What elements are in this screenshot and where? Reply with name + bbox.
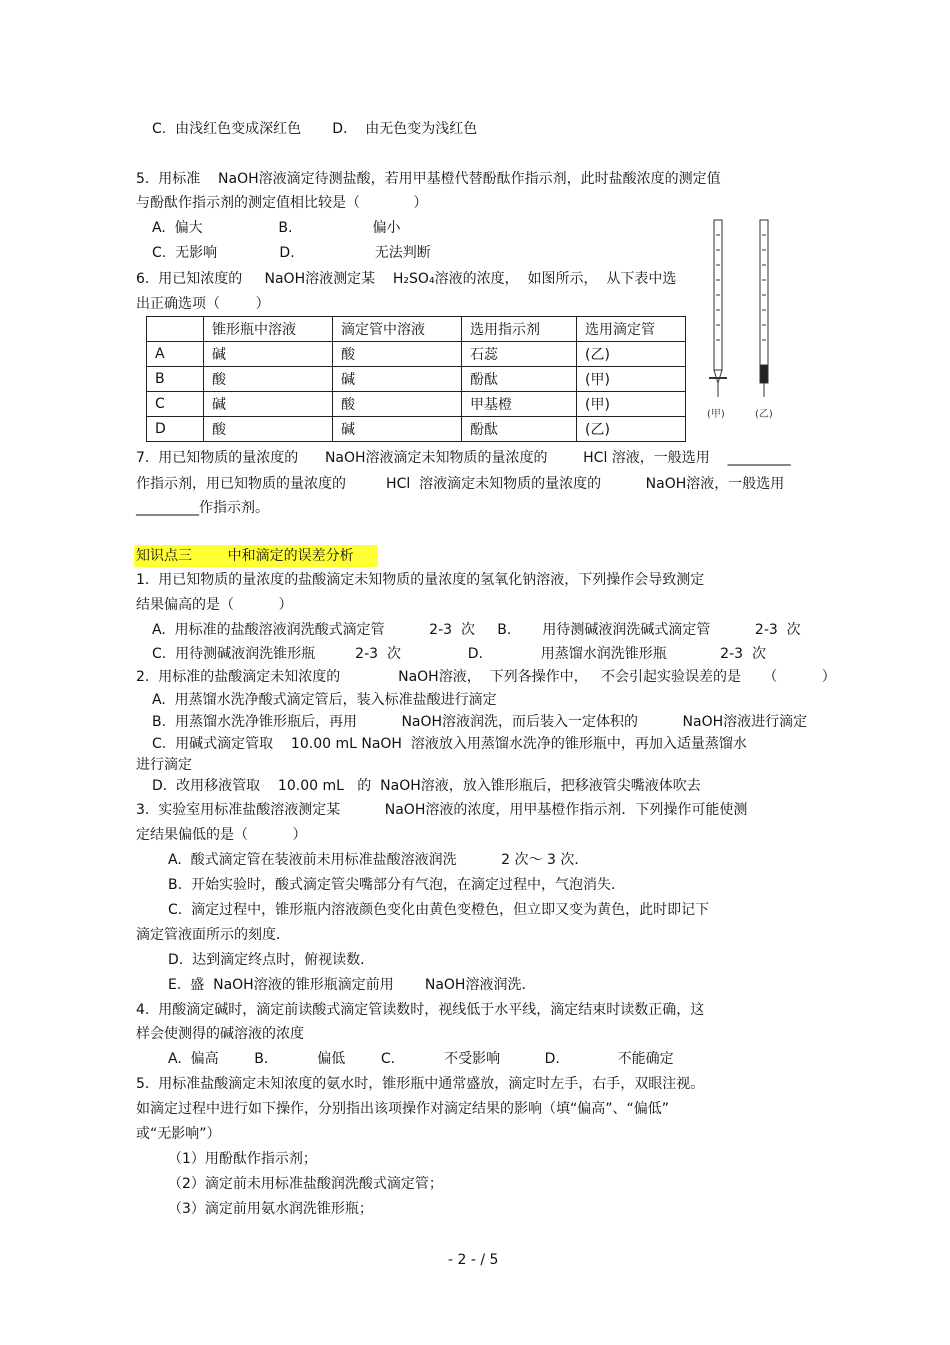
question-7-line-3: _________作指示剂。: [136, 500, 269, 516]
question-6-stem-cont: 出正确选项（ ）: [136, 296, 270, 312]
page-footer: - 2 - / 5: [448, 1252, 499, 1268]
table-cell: 滴定管中溶液: [333, 317, 462, 342]
s5-item-1: （1）用酚酞作指示剂；: [168, 1151, 317, 1167]
question-5-stem-cont: 与酚酞作指示剂的测定值相比较是（ ）: [136, 195, 428, 211]
table-cell: 选用指示剂: [462, 317, 577, 342]
question-5-stem: 5. 用标准 NaOH溶液滴定待测盐酸，若用甲基橙代替酚酞作指示剂，此时盐酸浓度的测定值: [136, 171, 721, 187]
table-row: [147, 367, 686, 392]
s3-stem-cont: 定结果偏低的是（ ）: [136, 827, 307, 843]
table-cell: A: [147, 342, 204, 367]
question-5-options-cd: C. 无影响 D. 无法判断: [152, 245, 431, 261]
s2-stem: 2. 用标准的盐酸滴定未知浓度的 NaOH溶液， 下列各操作中， 不会引起实验误差的是 （ ）: [136, 669, 836, 685]
s5-item-3: （3）滴定前用氨水润洗锥形瓶；: [168, 1201, 373, 1217]
option-line: C. 由浅红色变成深红色 D. 由无色变为浅红色: [152, 121, 478, 137]
s3-option-b: B. 开始实验时，酸式滴定管尖嘴部分有气泡，在滴定过程中，气泡消失．: [168, 877, 625, 893]
table-cell: (甲): [577, 367, 686, 392]
table-cell: 碱: [204, 342, 333, 367]
table-row: [147, 417, 686, 442]
table-cell: D: [147, 417, 204, 442]
table-cell: 锥形瓶中溶液: [204, 317, 333, 342]
s5-stem: 5. 用标准盐酸滴定未知浓度的氨水时，锥形瓶中通常盛放，滴定时左手，右手，双眼注视。: [136, 1076, 705, 1092]
table-cell: 碱: [333, 417, 462, 442]
s4-stem: 4. 用酸滴定碱时，滴定前读酸式滴定管读数时，视线低于水平线，滴定结束时读数正确，这: [136, 1002, 705, 1018]
s5-stem-cont-2: 或“无影响”）: [136, 1126, 221, 1142]
table-cell: C: [147, 392, 204, 417]
s2-option-c-cont: 进行滴定: [136, 757, 192, 773]
s3-stem: 3. 实验室用标准盐酸溶液测定某 NaOH溶液的浓度，用甲基橙作指示剂．下列操作可能使测: [136, 802, 748, 818]
s3-option-a: A. 酸式滴定管在装液前未用标准盐酸溶液润洗 2 次～ 3 次．: [168, 852, 589, 868]
base-burette-icon: [760, 220, 768, 397]
table-cell: (乙): [577, 342, 686, 367]
s3-option-d: D. 达到滴定终点时，俯视读数．: [168, 952, 375, 968]
table-cell: 碱: [204, 392, 333, 417]
table-cell: B: [147, 367, 204, 392]
s1-options-cd: C. 用待测碱液润洗锥形瓶 2-3 次 D. 用蒸馏水润洗锥形瓶 2-3 次: [152, 646, 766, 662]
s4-options: A. 偏高 B. 偏低 C. 不受影响 D. 不能确定: [168, 1051, 674, 1067]
table-row: [147, 392, 686, 417]
table-cell: 选用滴定管: [577, 317, 686, 342]
s3-option-c: C. 滴定过程中，锥形瓶内溶液颜色变化由黄色变橙色，但立即又变为黄色，此时即记下: [168, 902, 710, 918]
table-row: [147, 342, 686, 367]
s5-item-2: （2）滴定前未用标准盐酸润洗酸式滴定管；: [168, 1176, 443, 1192]
table-cell: (乙): [577, 417, 686, 442]
s4-stem-cont: 样会使测得的碱溶液的浓度: [136, 1026, 304, 1042]
section-heading: 知识点三 中和滴定的误差分析: [136, 548, 354, 564]
question-5-options-ab: A. 偏大 B. 偏小: [152, 220, 401, 236]
s1-stem-cont: 结果偏高的是（ ）: [136, 597, 293, 613]
burette-figure: [705, 215, 795, 425]
table-cell: 酸: [333, 342, 462, 367]
question-6-stem: 6. 用已知浓度的 NaOH溶液测定某 H₂SO₄溶液的浓度， 如图所示， 从下表中选: [136, 271, 677, 287]
options-table: [146, 316, 686, 442]
table-cell: 甲基橙: [462, 392, 577, 417]
table-cell: (甲): [577, 392, 686, 417]
s2-option-a: A. 用蒸馏水洗净酸式滴定管后，装入标准盐酸进行滴定: [152, 692, 497, 708]
s1-stem: 1. 用已知物质的量浓度的盐酸滴定未知物质的量浓度的氢氧化钠溶液，下列操作会导致测定: [136, 572, 705, 588]
figure-label-right: (乙): [755, 409, 773, 420]
question-7-line-1: 7. 用已知物质的量浓度的 NaOH溶液滴定未知物质的量浓度的 HCl 溶液，一般选用 _________: [136, 450, 791, 466]
s2-option-d: D. 改用移液管取 10.00 mL 的 NaOH溶液，放入锥形瓶后，把移液管尖嘴液体吹去: [152, 778, 701, 794]
table-header-row: [147, 317, 686, 342]
table-cell: 石蕊: [462, 342, 577, 367]
table-cell: 酸: [333, 392, 462, 417]
s5-stem-cont: 如滴定过程中进行如下操作，分别指出该项操作对滴定结果的影响（填“偏高”、“偏低”: [136, 1101, 670, 1117]
table-cell: 酸: [204, 417, 333, 442]
figure-label-left: (甲): [707, 409, 725, 420]
s3-option-c-cont: 滴定管液面所示的刻度．: [136, 927, 290, 943]
table-cell: 碱: [333, 367, 462, 392]
s1-options-ab: A. 用标准的盐酸溶液润洗酸式滴定管 2-3 次 B. 用待测碱液润洗碱式滴定管 2-3 次: [152, 622, 801, 638]
table-cell: [147, 317, 204, 342]
table-cell: 酚酞: [462, 367, 577, 392]
table-cell: 酚酞: [462, 417, 577, 442]
s3-option-e: E. 盛 NaOH溶液的锥形瓶滴定前用 NaOH溶液润洗．: [168, 977, 536, 993]
table-cell: 酸: [204, 367, 333, 392]
acid-burette-icon: [709, 220, 727, 397]
s2-option-c: C. 用碱式滴定管取 10.00 mL NaOH 溶液放入用蒸馏水洗净的锥形瓶中，再加入适量蒸馏水: [152, 736, 747, 752]
question-7-line-2: 作指示剂，用已知物质的量浓度的 HCl 溶液滴定未知物质的量浓度的 NaOH溶液，一般选用: [136, 476, 785, 492]
s2-option-b: B. 用蒸馏水洗净锥形瓶后，再用 NaOH溶液润洗，而后装入一定体积的 NaOH溶液进行滴定: [152, 714, 808, 730]
